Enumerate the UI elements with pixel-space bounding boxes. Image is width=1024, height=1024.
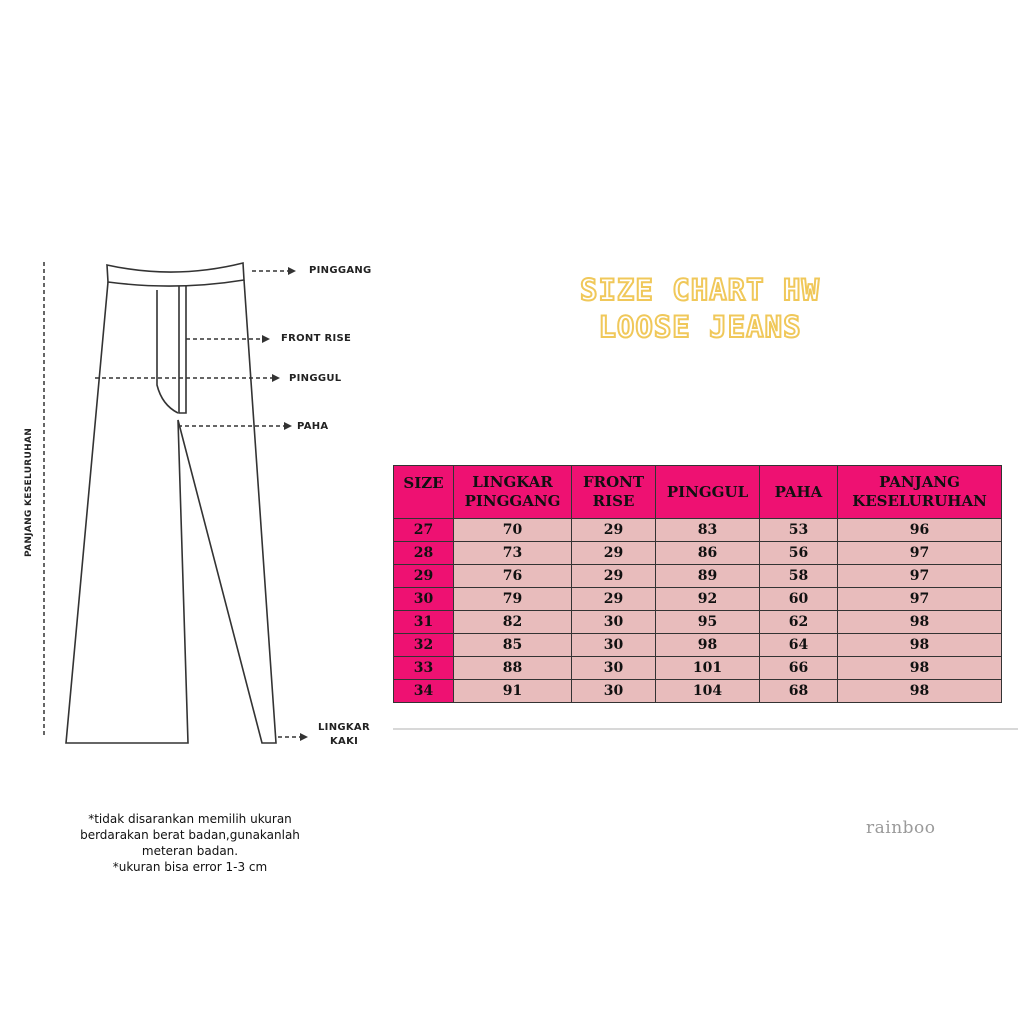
cell-panjang-keseluruhan: 98 <box>838 680 1002 703</box>
header-size: SIZE <box>394 466 454 519</box>
cell-lingkar-pinggang: 91 <box>454 680 572 703</box>
cell-paha: 53 <box>760 519 838 542</box>
cell-panjang-keseluruhan: 97 <box>838 565 1002 588</box>
header-panjang: PANJANG <box>879 473 960 491</box>
cell-size: 28 <box>394 542 454 565</box>
cell-panjang-keseluruhan: 98 <box>838 611 1002 634</box>
size-table <box>393 465 1002 703</box>
label-pinggul: PINGGUL <box>289 373 342 384</box>
cell-front-rise: 29 <box>572 565 656 588</box>
cell-lingkar-pinggang: 73 <box>454 542 572 565</box>
cell-front-rise: 29 <box>572 519 656 542</box>
size-note <box>50 811 330 875</box>
cell-pinggul: 104 <box>656 680 760 703</box>
fly-inner <box>179 286 186 413</box>
fly-stitch <box>157 290 178 413</box>
header-panjang-keseluruhan <box>838 466 1002 519</box>
label-kaki: KAKI <box>330 736 359 747</box>
cell-paha: 56 <box>760 542 838 565</box>
cell-lingkar-pinggang: 85 <box>454 634 572 657</box>
hip-arrow-icon <box>272 374 280 382</box>
table-row <box>394 588 1002 611</box>
cell-lingkar-pinggang: 70 <box>454 519 572 542</box>
header-paha: PAHA <box>760 466 838 519</box>
waist-arrow-icon <box>288 267 296 275</box>
cell-size: 27 <box>394 519 454 542</box>
note-line-3: meteran badan. <box>141 844 239 858</box>
title-line-2: LOOSE JEANS <box>598 310 802 344</box>
cell-paha: 58 <box>760 565 838 588</box>
rise-arrow-icon <box>262 335 270 343</box>
cell-paha: 66 <box>760 657 838 680</box>
cell-front-rise: 29 <box>572 542 656 565</box>
pants-diagram <box>0 0 400 780</box>
cell-front-rise: 29 <box>572 588 656 611</box>
title-line-1: SIZE CHART HW <box>580 273 820 307</box>
cell-panjang-keseluruhan: 98 <box>838 657 1002 680</box>
cell-panjang-keseluruhan: 97 <box>838 542 1002 565</box>
table-underline <box>393 728 1018 730</box>
cell-size: 32 <box>394 634 454 657</box>
cell-pinggul: 83 <box>656 519 760 542</box>
cell-pinggul: 101 <box>656 657 760 680</box>
cell-front-rise: 30 <box>572 611 656 634</box>
cell-size: 30 <box>394 588 454 611</box>
cell-paha: 60 <box>760 588 838 611</box>
table-row <box>394 565 1002 588</box>
cell-lingkar-pinggang: 82 <box>454 611 572 634</box>
table-row <box>394 634 1002 657</box>
header-pinggul: PINGGUL <box>656 466 760 519</box>
cell-size: 29 <box>394 565 454 588</box>
note-line-4: *ukuran bisa error 1-3 cm <box>112 860 268 874</box>
note-line-1: *tidak disarankan memilih ukuran <box>88 812 292 826</box>
table-row <box>394 519 1002 542</box>
label-lingkar: LINGKAR <box>318 722 370 733</box>
header-pinggang: PINGGANG <box>464 492 561 510</box>
table-row <box>394 542 1002 565</box>
header-rise: RISE <box>592 492 635 510</box>
cell-front-rise: 30 <box>572 680 656 703</box>
header-front-rise <box>572 466 656 519</box>
cell-panjang-keseluruhan: 98 <box>838 634 1002 657</box>
header-front: FRONT <box>582 473 645 491</box>
cell-pinggul: 98 <box>656 634 760 657</box>
leg-arrow-icon <box>300 733 308 741</box>
page-title <box>520 272 880 346</box>
cell-front-rise: 30 <box>572 634 656 657</box>
waistband-outline <box>107 263 244 286</box>
cell-paha: 62 <box>760 611 838 634</box>
label-paha: PAHA <box>297 421 329 432</box>
pants-outline <box>66 280 276 743</box>
table-row <box>394 680 1002 703</box>
cell-paha: 64 <box>760 634 838 657</box>
cell-pinggul: 92 <box>656 588 760 611</box>
cell-pinggul: 86 <box>656 542 760 565</box>
table-row <box>394 657 1002 680</box>
label-pinggang: PINGGANG <box>309 265 372 276</box>
cell-size: 33 <box>394 657 454 680</box>
label-front-rise: FRONT RISE <box>281 333 352 344</box>
cell-pinggul: 89 <box>656 565 760 588</box>
table-row <box>394 611 1002 634</box>
thigh-arrow-icon <box>284 422 292 430</box>
header-keseluruhan: KESELURUHAN <box>852 492 987 510</box>
cell-lingkar-pinggang: 76 <box>454 565 572 588</box>
cell-lingkar-pinggang: 79 <box>454 588 572 611</box>
cell-pinggul: 95 <box>656 611 760 634</box>
cell-size: 34 <box>394 680 454 703</box>
cell-size: 31 <box>394 611 454 634</box>
cell-panjang-keseluruhan: 97 <box>838 588 1002 611</box>
label-panjang-keseluruhan: PANJANG KESELURUHAN <box>24 427 34 557</box>
table-header-row <box>394 466 1002 519</box>
cell-lingkar-pinggang: 88 <box>454 657 572 680</box>
header-lingkar: LINGKAR <box>472 473 553 491</box>
cell-front-rise: 30 <box>572 657 656 680</box>
note-line-2: berdarakan berat badan,gunakanlah <box>80 828 300 842</box>
header-lingkar-pinggang <box>454 466 572 519</box>
cell-panjang-keseluruhan: 96 <box>838 519 1002 542</box>
brand-watermark: rainboo <box>866 818 936 838</box>
cell-paha: 68 <box>760 680 838 703</box>
